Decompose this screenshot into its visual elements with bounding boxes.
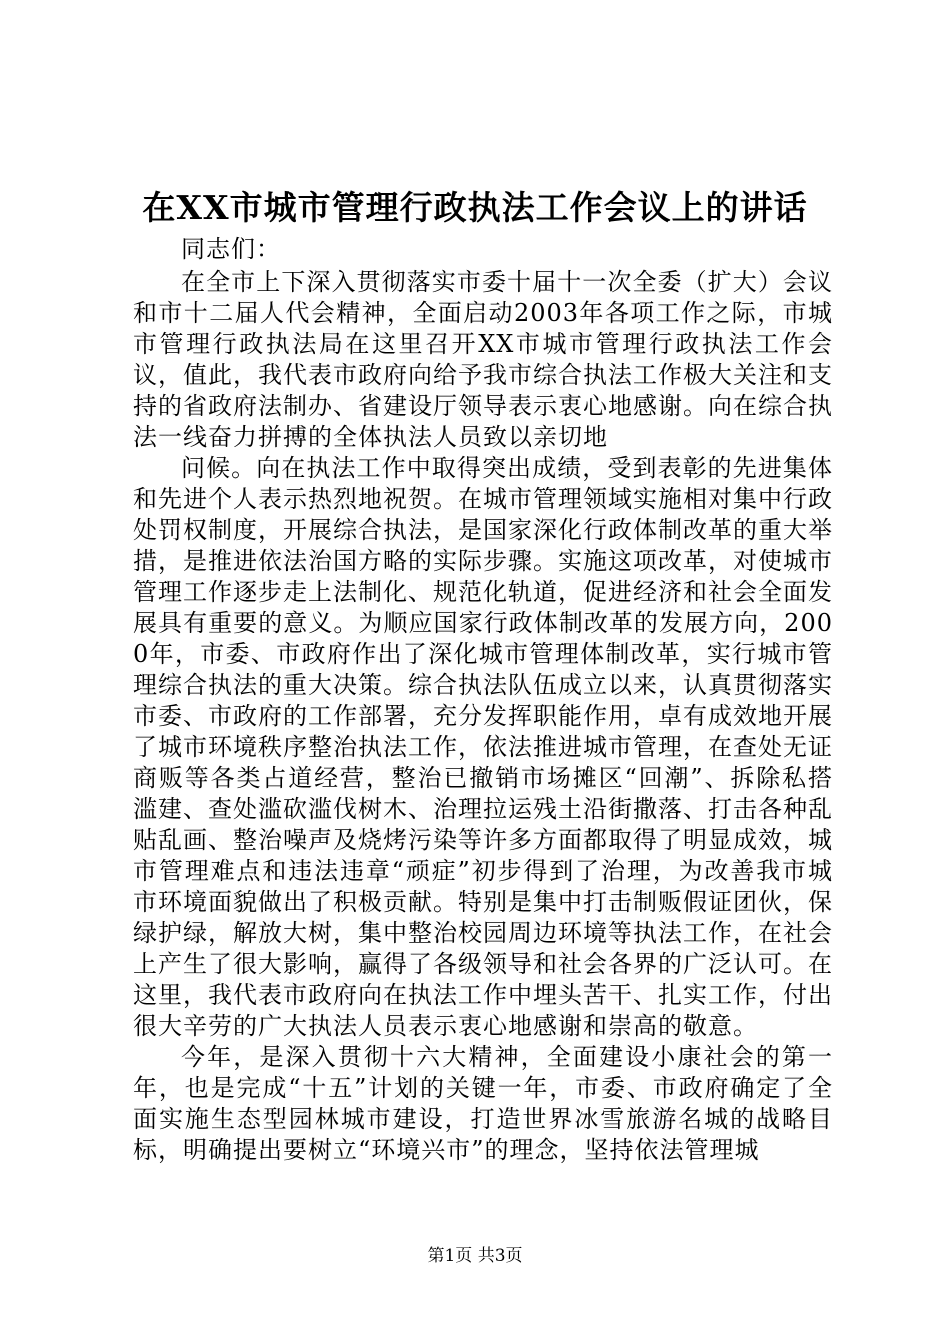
paragraph-3: 今年，是深入贯彻十六大精神，全面建设小康社会的第一年，也是完成“十五”计划的关键一年，市委、市政府确定了全面实施生态型园林城市建设，打造世界冰雪旅游名城的战略目标，明确提出要树立“环境兴市”的理念，坚持依法管理城	[133, 1043, 833, 1164]
document-title: 在XX市城市管理行政执法工作会议上的讲话	[142, 188, 808, 227]
page-number-footer: 第1页 共3页	[427, 1246, 523, 1266]
paragraph-1: 在全市上下深入贯彻落实市委十届十一次全委（扩大）会议和市十二届人代会精神，全面启动2003年各项工作之际，市城市管理行政执法局在这里召开XX市城市管理行政执法工作会议，值此，我代表市政府向给予我市综合执法工作极大关注和支持的省政府法制办、省建设厅领导表示衷心地感谢。向在综合执法一线奋力拼搏的全体执法人员致以亲切地	[133, 268, 833, 451]
salutation: 同志们：	[181, 235, 281, 263]
document-body	[133, 234, 833, 1166]
paragraph-2: 问候。向在执法工作中取得突出成绩，受到表彰的先进集体和先进个人表示热烈地祝贺。在城市管理领域实施相对集中行政处罚权制度，开展综合执法，是国家深化行政体制改革的重大举措，是推进依法治国方略的实际步骤。实施这项改革，对使城市管理工作逐步走上法制化、规范化轨道，促进经济和社会全面发展具有重要的意义。为顺应国家行政体制改革的发展方向，2000年，市委、市政府作出了深化城市管理体制改革，实行城市管理综合执法的重大决策。综合执法队伍成立以来，认真贯彻落实市委、市政府的工作部署，充分发挥职能作用，卓有成效地开展了城市环境秩序整治执法工作，依法推进城市管理，在查处无证商贩等各类占道经营，整治已撤销市场摊区“回潮”、拆除私搭滥建、查处滥砍滥伐树木、治理拉运残土沿街撒落、打击各种乱贴乱画、整治噪声及烧烤污染等许多方面都取得了明显成效，城市管理难点和违法违章“顽症”初步得到了治理，为改善我市城市环境面貌做出了积极贡献。特别是集中打击制贩假证团伙，保绿护绿，解放大树，集中整治校园周边环境等执法工作，在社会上产生了很大影响，赢得了各级领导和社会各界的广泛认可。在这里，我代表市政府向在执法工作中埋头苦干、扎实工作，付出很大辛劳的广大执法人员表示衷心地感谢和崇高的敬意。	[133, 454, 833, 1040]
